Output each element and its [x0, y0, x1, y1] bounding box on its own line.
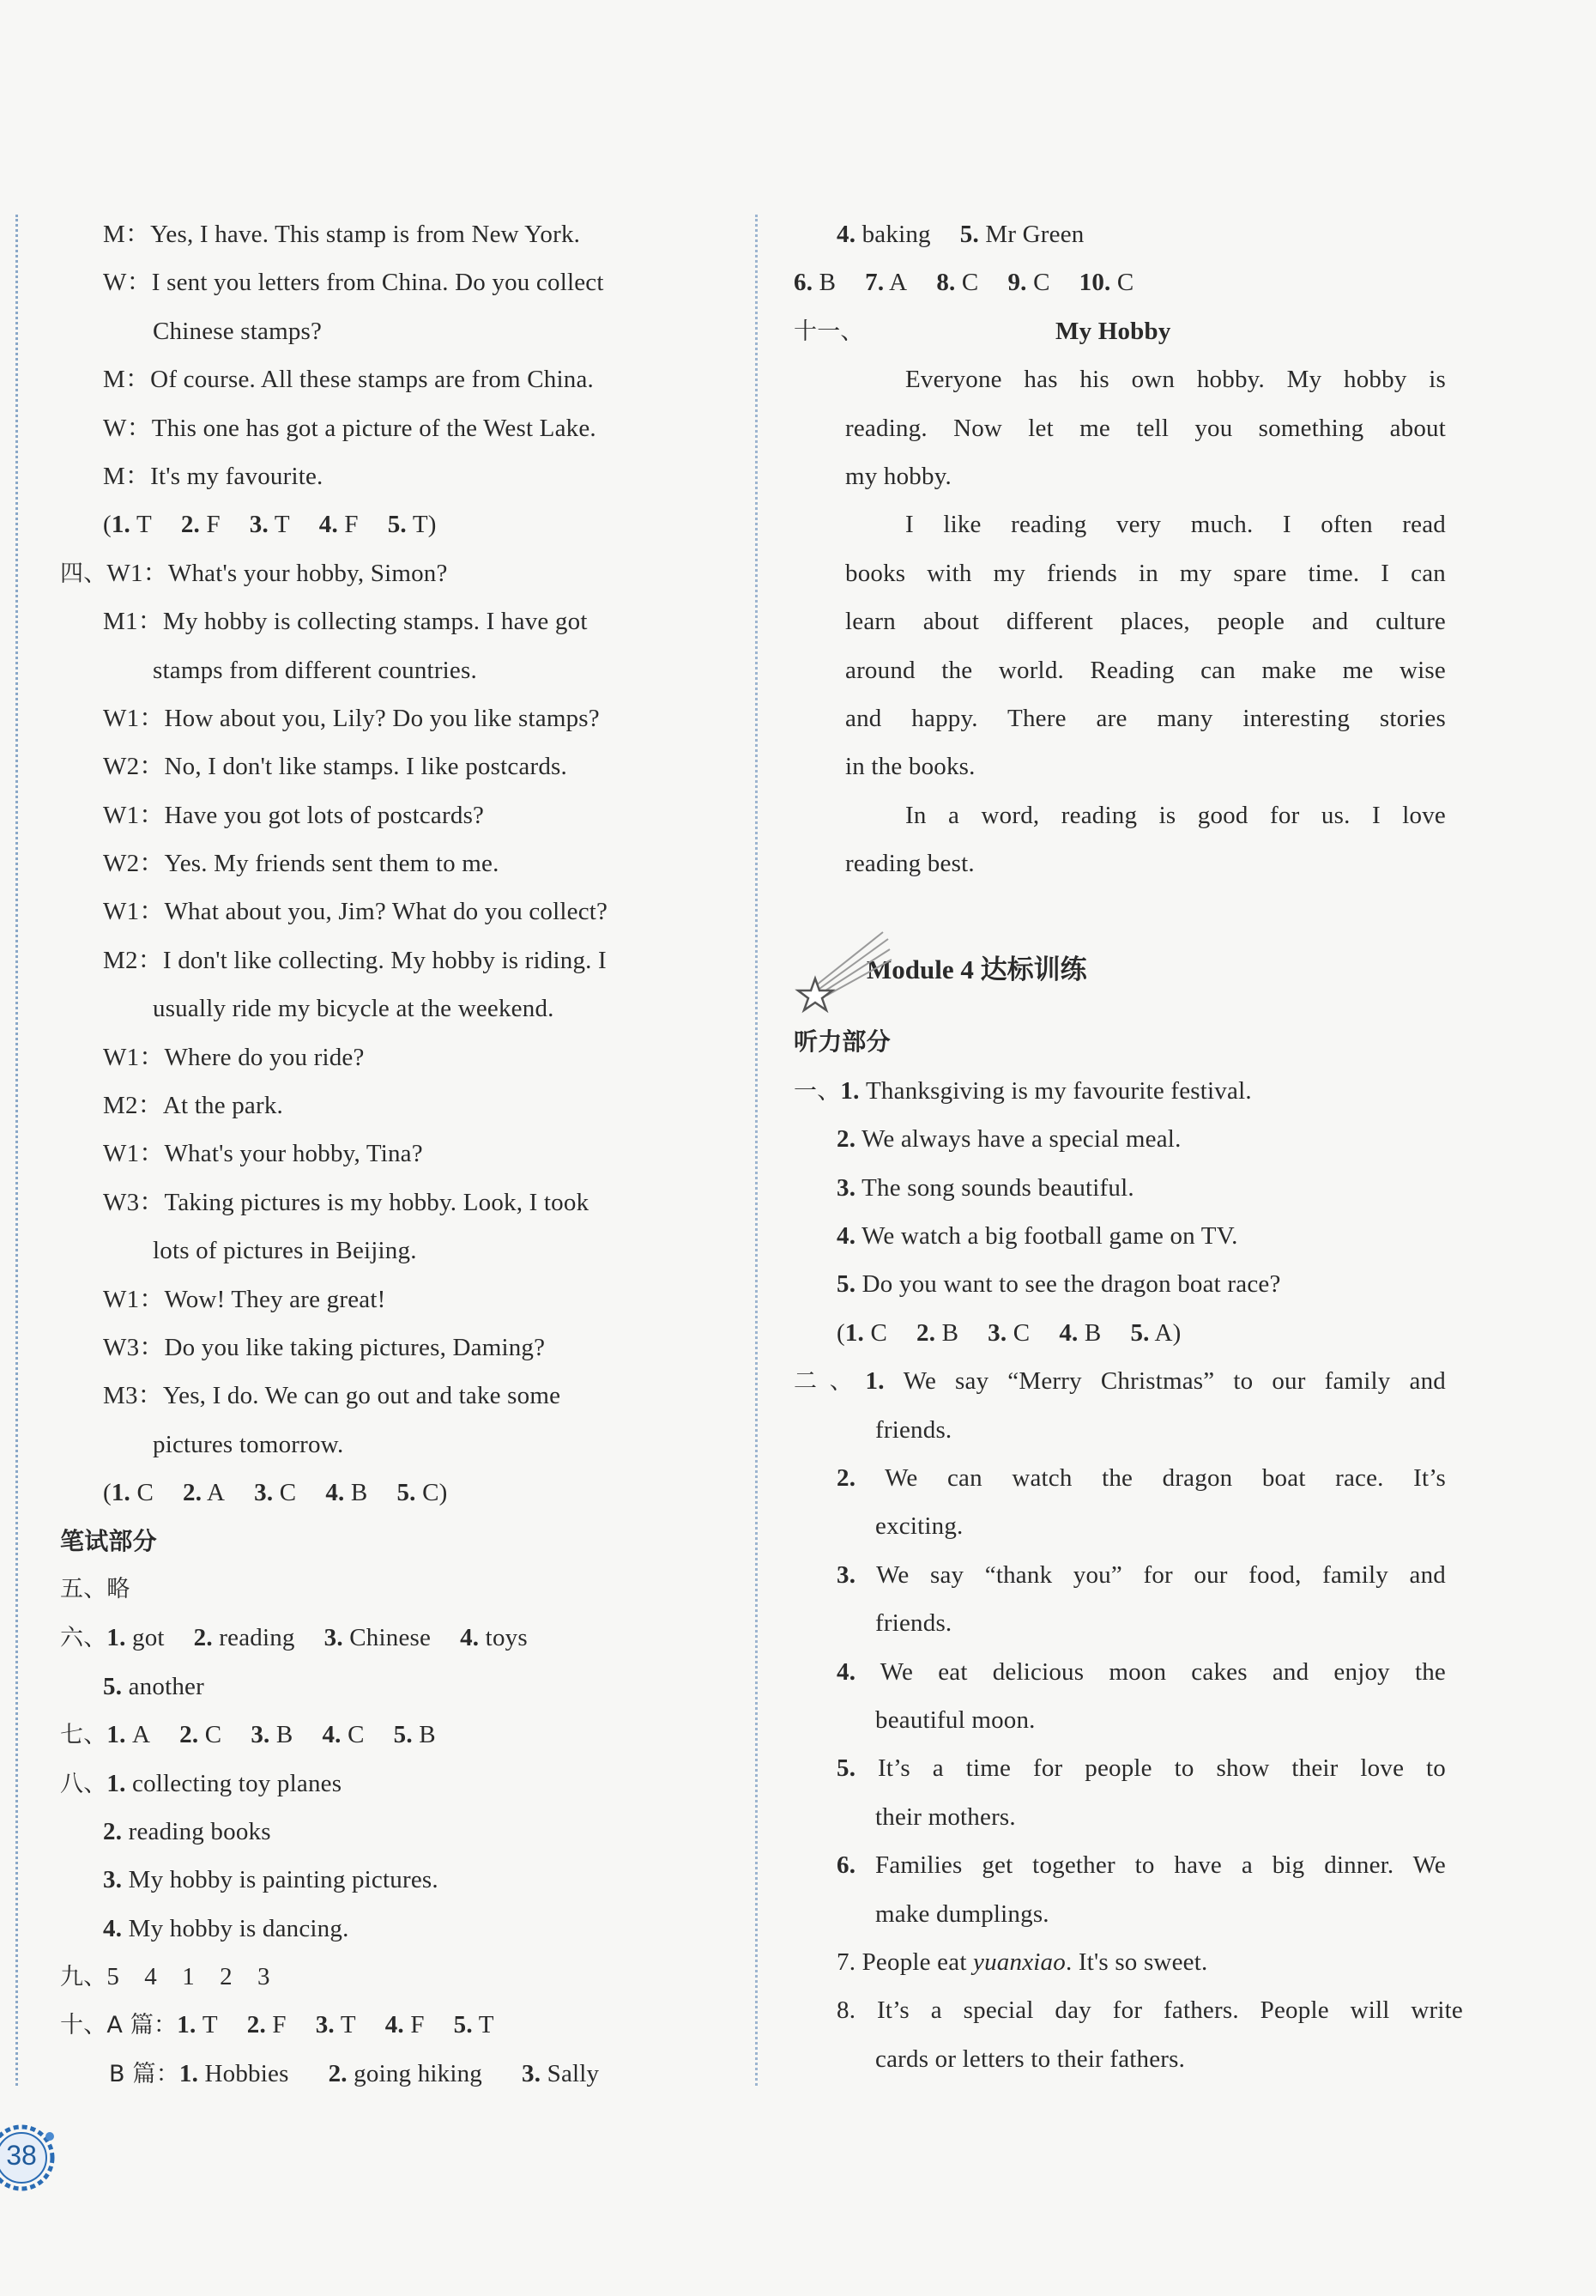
- section-10-a: 十、A 篇：1. T 2. F 3. T 4. F 5. T: [60, 2011, 494, 2039]
- section-2-line: beautiful moon.: [875, 1705, 1036, 1734]
- dialogue-line: lots of pictures in Beijing.: [153, 1237, 417, 1265]
- right-top-a-item-2: 5. Mr Green: [959, 221, 1085, 248]
- s7-item-5: 5. B: [393, 1721, 436, 1749]
- s10a-item-4: 4. F: [384, 2011, 425, 2039]
- section-2-line: make dumplings.: [875, 1899, 1049, 1928]
- section-8-item: 4. My hobby is dancing.: [103, 1914, 349, 1942]
- section-8-item: 2. reading books: [103, 1817, 271, 1845]
- answers-3: (1. T 2. F 3. T 4. F 5. T): [103, 511, 437, 539]
- section-6-line-2: 5. another: [103, 1672, 204, 1700]
- answer-2: 2. A: [183, 1479, 226, 1507]
- right-top-b-item-4: 9. C: [1007, 269, 1050, 297]
- column-divider: [755, 215, 758, 2086]
- written-heading: 笔试部分: [60, 1526, 157, 1555]
- dialogue-line: W1：Have you got lots of postcards?: [103, 801, 485, 829]
- right-top-a-item-1: 4. baking: [837, 221, 931, 248]
- s7-item-4: 4. C: [322, 1721, 365, 1749]
- s1-answer-3: 3. C: [988, 1318, 1031, 1347]
- dialogue-line: W1：What's your hobby, Tina?: [103, 1140, 423, 1168]
- section-8-item: 3. My hobby is painting pictures.: [103, 1866, 438, 1894]
- essay-line: in the books.: [845, 753, 976, 781]
- answer-1: 1. C: [111, 1479, 154, 1507]
- answer-5: 5. T: [387, 511, 428, 539]
- section-1-item: 一、1. Thanksgiving is my favourite festival.: [794, 1076, 1252, 1105]
- answer-3: 3. C: [254, 1479, 297, 1507]
- section-2-line: 二、1. We say “Merry Christmas” to our family and: [794, 1367, 1446, 1396]
- dialogue-line: M：Yes, I have. This stamp is from New York.: [103, 221, 581, 248]
- section-5: 五、略: [60, 1575, 130, 1602]
- section-2: [794, 1357, 1463, 1938]
- left-column: [60, 210, 729, 2098]
- right-top-b: [794, 258, 1463, 306]
- s1-answer-4: 4. B: [1059, 1318, 1102, 1347]
- s7-item-1: 1. A: [106, 1721, 151, 1749]
- answer-4: 4. F: [318, 511, 359, 539]
- section-8: [60, 1760, 729, 1954]
- essay-line: In a word, reading is good for us. I love: [905, 801, 1446, 829]
- section-2-line: 4. We eat delicious moon cakes and enjoy the: [837, 1657, 1446, 1686]
- section-1-answers: (1. C 2. B 3. C 4. B 5. A): [837, 1318, 1182, 1347]
- section-10-b: B 篇：1. Hobbies 2. going hiking 3. Sally: [109, 2059, 600, 2087]
- module-4-heading: Module 4 达标训练: [794, 922, 1463, 1018]
- answers-4: (1. C 2. A 3. C 4. B 5. C): [103, 1479, 448, 1507]
- section-6: 六、1. got 2. reading 3. Chinese 4. toys: [60, 1624, 528, 1652]
- shooting-star-icon: [794, 922, 897, 1018]
- section-2-item-7: 7. People eat yuanxiao. It's so sweet.: [837, 1948, 1208, 1976]
- s10b-item-1: 1. Hobbies: [178, 2059, 289, 2087]
- dialogue-line: pictures tomorrow.: [153, 1430, 344, 1458]
- dialogue-line: M：It's my favourite.: [103, 462, 323, 490]
- listening-heading: 听力部分: [794, 1027, 891, 1057]
- dialogue-line: W1：Wow! They are great!: [103, 1285, 386, 1313]
- section-1: [794, 1067, 1463, 1309]
- s10a-item-1: 1. T: [177, 2011, 218, 2039]
- answer-5: 5. C: [396, 1479, 439, 1507]
- section-1-item: 4. We watch a big football game on TV.: [837, 1222, 1238, 1251]
- essay-body: [794, 355, 1463, 888]
- essay-line: my hobby.: [845, 462, 952, 490]
- section-2-item-8: 8. It’s a special day for fathers. People will write: [837, 1996, 1463, 2025]
- dialogue-line: M1：My hobby is collecting stamps. I have got: [103, 608, 588, 636]
- dialogue-line: 四、W1：What's your hobby, Simon?: [60, 559, 448, 587]
- answer-4: 4. B: [325, 1479, 368, 1507]
- section-4-label: 四、: [60, 560, 107, 587]
- right-top-a: [794, 210, 1463, 258]
- dialogue-line: W2：No, I don't like stamps. I like postcards.: [103, 753, 567, 781]
- right-top-b-item-1: 6. B: [794, 269, 837, 297]
- dialogue-line: W1：How about you, Lily? Do you like stamps?: [103, 704, 600, 732]
- section-2-item-8-wrap: cards or letters to their fathers.: [875, 2045, 1186, 2073]
- s6-item-3: 3. Chinese: [323, 1624, 432, 1652]
- section-1-item: 5. Do you want to see the dragon boat race?: [837, 1270, 1281, 1299]
- s6-item-2: 2. reading: [193, 1624, 295, 1652]
- right-top-b-item-2: 7. A: [865, 269, 908, 297]
- essay-line: books with my friends in my spare time. I can: [845, 559, 1446, 587]
- s10b-item-3: 3. Sally: [522, 2059, 600, 2087]
- dialogue-line: M3：Yes, I do. We can go out and take some: [103, 1382, 561, 1410]
- essay-line: I like reading very much. I often read: [905, 511, 1446, 539]
- s7-item-3: 3. B: [251, 1721, 293, 1749]
- dialogue-line: M2：I don't like collecting. My hobby is riding. I: [103, 946, 607, 974]
- dialogue-line: W2：Yes. My friends sent them to me.: [103, 850, 499, 878]
- dialogue-line: W3：Taking pictures is my hobby. Look, I took: [103, 1188, 589, 1216]
- essay-line: reading best.: [845, 850, 975, 878]
- essay-line: and happy. There are many interesting stories: [845, 704, 1446, 732]
- dialogue-line: usually ride my bicycle at the weekend.: [153, 995, 554, 1023]
- section-2-line: exciting.: [875, 1512, 964, 1541]
- s10a-item-3: 3. T: [315, 2011, 356, 2039]
- section-2-line: 2. We can watch the dragon boat race. It’s: [837, 1463, 1446, 1492]
- section-1-item: 2. We always have a special meal.: [837, 1125, 1182, 1154]
- right-column: [794, 210, 1463, 2083]
- essay-title: My Hobby: [1055, 317, 1171, 345]
- s6-item-1: 1. got: [106, 1624, 165, 1652]
- s10a-item-2: 2. F: [246, 2011, 287, 2039]
- answer-1: 1. T: [111, 511, 152, 539]
- s1-answer-2: 2. B: [916, 1318, 959, 1347]
- page-edge-dotted-line: [15, 215, 18, 2086]
- section-2-line: 5. It’s a time for people to show their love to: [837, 1754, 1446, 1783]
- dialogue-line: W：This one has got a picture of the West Lake.: [103, 414, 596, 442]
- section-9: 九、5 4 1 2 3: [60, 1963, 270, 1991]
- dialogue-line: stamps from different countries.: [153, 656, 477, 684]
- dialogue-line: W3：Do you like taking pictures, Daming?: [103, 1333, 546, 1361]
- section-1-item: 3. The song sounds beautiful.: [837, 1173, 1134, 1202]
- section-2-line: their mothers.: [875, 1802, 1016, 1831]
- section-7: 七、1. A 2. C 3. B 4. C 5. B: [60, 1721, 436, 1749]
- dialogue-2: [60, 549, 729, 1469]
- dialogue-line: W1：What about you, Jim? What do you collect?: [103, 898, 608, 926]
- essay-line: around the world. Reading can make me wise: [845, 656, 1446, 684]
- section-11-header: 十一、 My Hobby: [794, 307, 1463, 355]
- dialogue-line: W1：Where do you ride?: [103, 1043, 365, 1071]
- dialogue-line: W：I sent you letters from China. Do you collect: [103, 269, 604, 297]
- section-2-line: 6. Families get together to have a big dinner. We: [837, 1851, 1446, 1880]
- section-2-line: friends.: [875, 1415, 952, 1444]
- dialogue-line: M2：At the park.: [103, 1092, 283, 1120]
- right-top-b-item-3: 8. C: [936, 269, 979, 297]
- dialogue-1: [60, 210, 729, 500]
- right-top-b-item-5: 10. C: [1079, 269, 1134, 297]
- section-2-line: friends.: [875, 1609, 952, 1638]
- dialogue-line: Chinese stamps?: [153, 317, 323, 345]
- s1-answer-1: 1. C: [844, 1318, 888, 1347]
- s1-answer-5: 5. A: [1130, 1318, 1173, 1347]
- essay-line: Everyone has his own hobby. My hobby is: [905, 366, 1446, 394]
- s10b-item-2: 2. going hiking: [328, 2059, 483, 2087]
- s10a-item-5: 5. T: [453, 2011, 494, 2039]
- essay-line: reading. Now let me tell you something about: [845, 414, 1446, 442]
- answer-2: 2. F: [180, 511, 221, 539]
- section-8-item: 八、1. collecting toy planes: [60, 1769, 342, 1797]
- answer-list: [112, 511, 428, 538]
- s6-item-4: 4. toys: [460, 1624, 528, 1652]
- section-2-line: 3. We say “thank you” for our food, family and: [837, 1560, 1446, 1589]
- answer-3: 3. T: [249, 511, 290, 539]
- dialogue-line: M：Of course. All these stamps are from China.: [103, 366, 594, 394]
- essay-line: learn about different places, people and culture: [845, 608, 1446, 636]
- page-number: 38: [6, 2140, 37, 2171]
- s7-item-2: 2. C: [179, 1721, 222, 1749]
